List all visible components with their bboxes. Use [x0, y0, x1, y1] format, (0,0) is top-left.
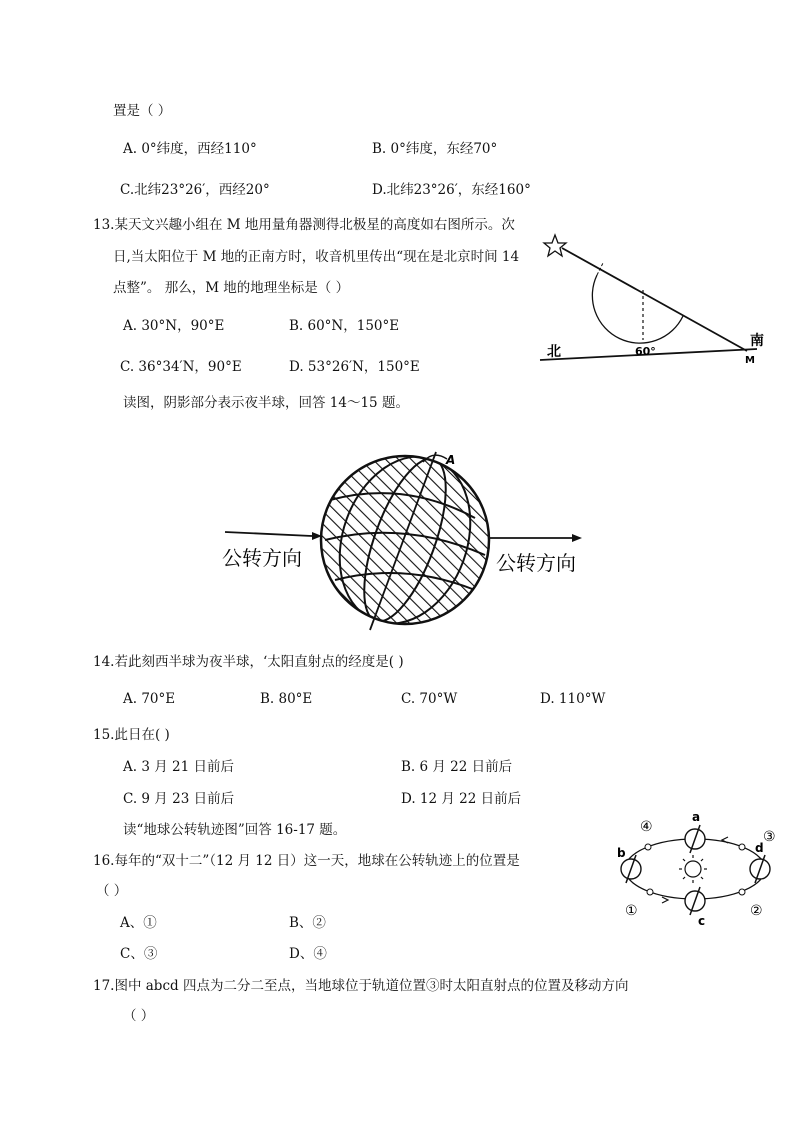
- label-c: c: [698, 914, 706, 928]
- q13-stem-line1: 13.某天文兴趣小组在 M 地用量角器测得北极星的高度如右图所示。次: [93, 217, 515, 233]
- q16-stem: 16.每年的“双十二”（12 月 12 日）这一天，地球在公转轨迹上的位置是: [93, 853, 520, 869]
- q12-stem-tail: 置是（ ）: [113, 103, 172, 119]
- q12-option-c: C.北纬23°26′，西经20°: [120, 182, 270, 198]
- angle-label: 60°: [635, 345, 656, 358]
- q13-stem-line3: 点整”。 那么，M 地的地理坐标是（ ）: [113, 280, 350, 296]
- q16-paren: （ ）: [96, 883, 128, 899]
- sun-icon: [679, 855, 707, 883]
- q14-option-d: D. 110°W: [540, 691, 606, 707]
- q13-option-d: D. 53°26′N，150°E: [289, 359, 420, 375]
- sight-line: [562, 248, 747, 351]
- q15-stem: 15.此日在( ): [93, 727, 170, 743]
- q14-option-a: A. 70°E: [123, 691, 176, 707]
- q14-option-c: C. 70°W: [401, 691, 458, 707]
- position-3: ③: [763, 829, 776, 845]
- q13-stem-line2: 日,当太阳位于 M 地的正南方时，收音机里传出“现在是北京时间 14: [113, 249, 520, 265]
- q15-option-d: D. 12 月 22 日前后: [401, 791, 522, 807]
- label-d: d: [755, 841, 764, 855]
- q15-option-a: A. 3 月 21 日前后: [123, 759, 234, 775]
- q13-option-a: A. 30°N，90°E: [123, 318, 225, 334]
- q12-option-d: D.北纬23°26′，东经160°: [372, 182, 531, 198]
- polaris-altitude-figure: [535, 230, 780, 370]
- south-label: 南: [750, 333, 764, 349]
- left-revolution-label: 公转方向: [222, 546, 302, 570]
- q14-option-b: B. 80°E: [260, 691, 313, 707]
- label-a: a: [692, 810, 701, 824]
- intro-16-17: 读“地球公转轨迹图”回答 16-17 题。: [123, 822, 347, 838]
- q16-option-a: A、①: [120, 915, 157, 931]
- position-1: ①: [625, 903, 638, 919]
- left-arrow-line: [225, 532, 312, 536]
- protractor-arc: [592, 275, 683, 343]
- q12-option-a: A. 0°纬度，西经110°: [123, 141, 257, 157]
- night-hemisphere: [321, 456, 489, 624]
- right-revolution-label: 公转方向: [496, 551, 576, 575]
- q16-option-d: D、④: [289, 946, 327, 962]
- label-b: b: [617, 846, 626, 860]
- q16-option-b: B、②: [289, 915, 326, 931]
- q17-stem: 17.图中 abcd 四点为二分二至点，当地球位于轨道位置③时太阳直射点的位置及移动方向: [93, 978, 629, 994]
- intro-14-15: 读图，阴影部分表示夜半球，回答 14～15 题。: [123, 395, 409, 411]
- axis-letter: A: [446, 453, 456, 467]
- q13-option-b: B. 60°N，150°E: [289, 318, 400, 334]
- q12-option-b: B. 0°纬度，东经70°: [372, 141, 498, 157]
- q14-stem: 14.若此刻西半球为夜半球，‘太阳直射点的经度是( ): [93, 654, 404, 670]
- q16-option-c: C、③: [120, 946, 158, 962]
- q15-option-c: C. 9 月 23 日前后: [123, 791, 235, 807]
- q15-option-b: B. 6 月 22 日前后: [401, 759, 513, 775]
- point-m-label: M: [745, 355, 755, 366]
- star-icon: [544, 235, 566, 256]
- orbit-figure: [600, 805, 790, 930]
- north-label: 北: [547, 344, 561, 360]
- globe-figure: [200, 440, 610, 635]
- position-4: ④: [640, 819, 653, 835]
- q13-option-c: C. 36°34′N，90°E: [120, 359, 242, 375]
- position-2: ②: [750, 903, 763, 919]
- q17-paren: （ ）: [123, 1008, 155, 1024]
